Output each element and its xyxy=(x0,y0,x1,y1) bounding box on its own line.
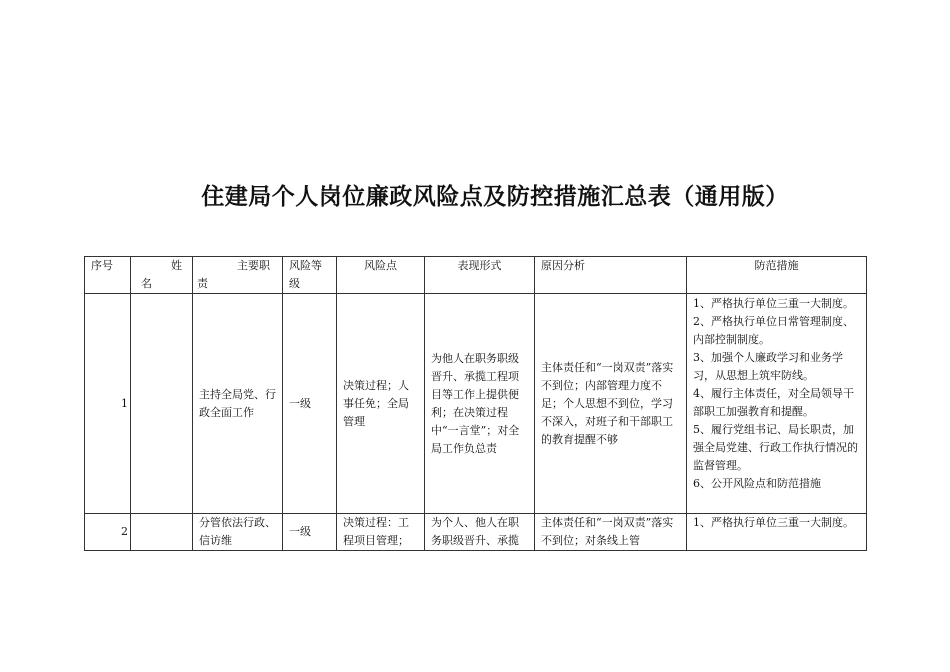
cell-form: 为个人、他人在职务职级晋升、承揽 xyxy=(425,514,535,551)
header-form: 表现形式 xyxy=(425,257,535,294)
cell-seq: 1 xyxy=(85,294,131,514)
cell-seq: 2 xyxy=(85,514,131,551)
cell-name xyxy=(131,294,193,514)
cell-measures xyxy=(687,294,867,514)
risk-table xyxy=(84,256,867,551)
header-seq: 序号 xyxy=(85,257,131,294)
table-row xyxy=(85,514,867,551)
page-title: 住建局个人岗位廉政风险点及防控措施汇总表（通用版） xyxy=(201,184,789,210)
measure-item: 1、严格执行单位三重一大制度。 xyxy=(693,516,854,529)
measure-item: 2、严格执行单位日常管理制度、内部控制制度。 xyxy=(693,315,854,346)
cell-measures xyxy=(687,514,867,551)
cell-duty: 分管依法行政、信访维 xyxy=(193,514,283,551)
table-header-row xyxy=(85,257,867,294)
cell-name xyxy=(131,514,193,551)
header-duty: 主要职 责 xyxy=(193,257,283,294)
cell-level: 一级 xyxy=(283,514,337,551)
header-level: 风险等 级 xyxy=(283,257,337,294)
cell-level: 一级 xyxy=(283,294,337,514)
measure-item: 1、严格执行单位三重一大制度。 xyxy=(693,297,854,310)
cell-form: 为他人在职务职级晋升、承揽工程项目等工作上提供便利；在决策过程中“一言堂”；对全局工作负总责 xyxy=(425,294,535,514)
cell-cause: 主体责任和“一岗双责”落实不到位；内部管理力度不足；个人思想不到位，学习不深入，对班子和干部职工的教育提醒不够 xyxy=(535,294,687,514)
cell-risk-point: 决策过程：工程项目管理； xyxy=(337,514,425,551)
measure-item: 3、加强个人廉政学习和业务学习，从思想上筑牢防线。 xyxy=(693,351,843,382)
measure-item: 6、公开风险点和防范措施 xyxy=(693,477,821,490)
measure-item: 4、履行主体责任，对全局领导干部职工加强教育和提醒。 xyxy=(693,387,854,418)
header-measures: 防范措施 xyxy=(687,257,867,294)
table-row xyxy=(85,294,867,514)
cell-cause: 主体责任和“一岗双责”落实不到位；对条线上管 xyxy=(535,514,687,551)
header-risk-point: 风险点 xyxy=(337,257,425,294)
header-cause: 原因分析 xyxy=(535,257,687,294)
measure-item: 5、履行党组书记、局长职责，加强全局党建、行政工作执行情况的监督管理。 xyxy=(693,423,858,472)
header-name: 姓 名 xyxy=(131,257,193,294)
cell-risk-point: 决策过程；人事任免；全局管理 xyxy=(337,294,425,514)
cell-duty: 主持全局党、行政全面工作 xyxy=(193,294,283,514)
